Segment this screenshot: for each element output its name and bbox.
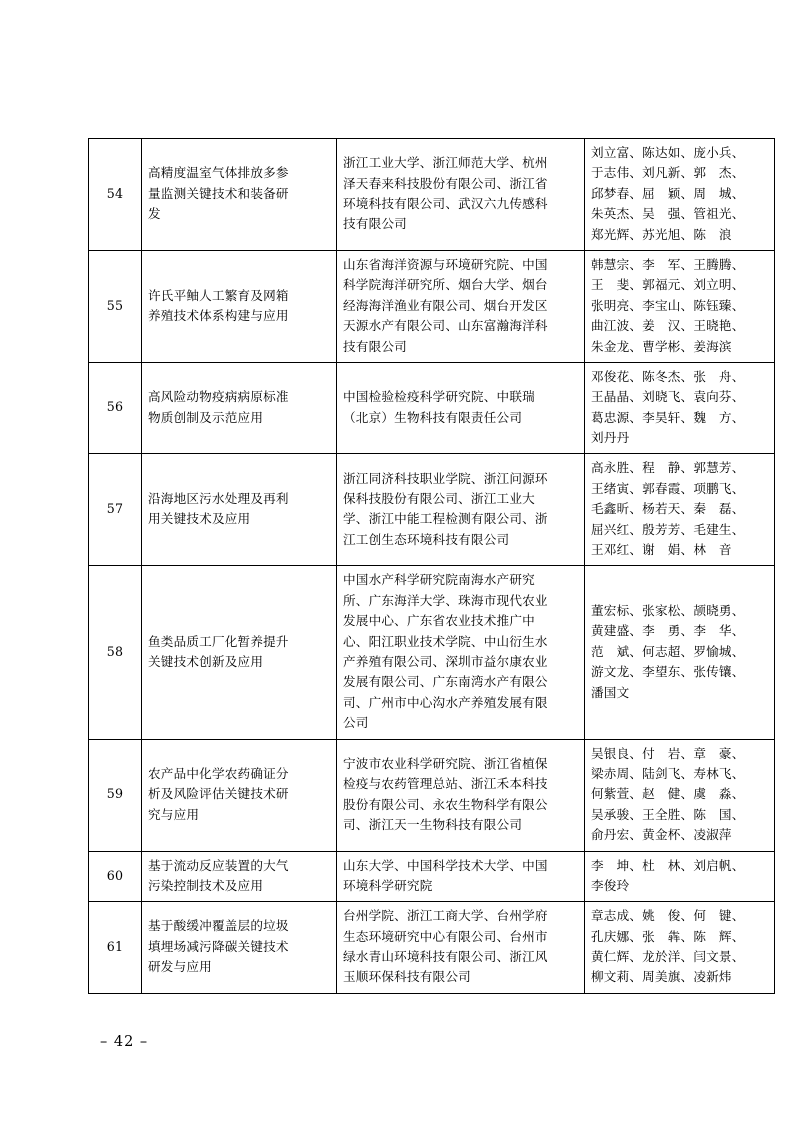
row-index-cell: 60 (89, 851, 142, 902)
organizations-cell-line: 学、浙江中能工程检测有限公司、浙 (343, 511, 548, 527)
organizations-cell-line: 产养殖有限公司、深圳市益尔康农业 (343, 653, 548, 669)
personnel-cell-line: 邓俊花、陈冬杰、张 舟、 (591, 368, 745, 384)
organizations-cell (337, 902, 585, 994)
project-name-cell-line: 鱼类品质工厂化暂养提升 (148, 633, 289, 649)
personnel-cell-line: 孔庆娜、张 犇、陈 辉、 (591, 928, 745, 944)
organizations-cell (337, 566, 585, 739)
personnel-cell-line: 柳文莉、周美旗、凌新炜 (591, 969, 732, 985)
project-name-cell (142, 362, 337, 454)
table-body (89, 139, 775, 994)
personnel-cell-line: 俞丹宏、黄金杯、凌淑萍 (591, 827, 732, 843)
project-name-cell-line: 关键技术创新及应用 (148, 653, 264, 669)
organizations-cell-line: 浙江工业大学、浙江师范大学、杭州 (343, 155, 548, 171)
organizations-cell-line: 中国水产科学研究院南海水产研究 (343, 572, 535, 588)
personnel-cell (585, 250, 775, 362)
row-index-cell: 56 (89, 362, 142, 454)
personnel-cell-line: 何紫萱、赵 健、虞 淼、 (591, 786, 745, 802)
project-name-cell-line: 沿海地区污水处理及再利 (148, 491, 289, 507)
personnel-cell (585, 739, 775, 851)
organizations-cell-line: 环境科技有限公司、武汉六九传感科 (343, 195, 548, 211)
project-name-cell-line: 发 (148, 206, 161, 222)
project-name-cell-line: 析及风险评估关键技术研 (148, 786, 289, 802)
row-index-cell: 61 (89, 902, 142, 994)
project-name-cell-line: 许氏平鲉人工繁育及网箱 (148, 287, 289, 303)
organizations-cell-line: 江工创生态环境科技有限公司 (343, 531, 510, 547)
row-index-cell: 57 (89, 454, 142, 566)
award-projects-table (88, 138, 775, 994)
organizations-cell-line: （北京）生物科技有限责任公司 (343, 409, 523, 425)
table-row (89, 454, 775, 566)
personnel-cell-line: 李俊玲 (591, 877, 630, 893)
personnel-cell (585, 566, 775, 739)
personnel-cell (585, 902, 775, 994)
organizations-cell-line: 发展中心、广东省农业技术推广中 (343, 613, 535, 629)
organizations-cell-line: 股份有限公司、永农生物科学有限公 (343, 796, 548, 812)
personnel-cell-line: 黄仁辉、龙於洋、闫文景、 (591, 949, 745, 965)
personnel-cell-line: 刘立富、陈达如、庞小兵、 (591, 145, 745, 160)
organizations-cell-line: 环境科学研究院 (343, 877, 433, 893)
organizations-cell (337, 139, 585, 251)
project-name-cell-line: 污染控制技术及应用 (148, 877, 264, 893)
table-row (89, 250, 775, 362)
table-row (89, 139, 775, 251)
personnel-cell-line: 屈兴红、殷芳芳、毛建生、 (591, 521, 745, 537)
personnel-cell-line: 曲江波、姜 汉、王晓艳、 (591, 318, 745, 334)
organizations-cell-line: 司、浙江天一生物科技有限公司 (343, 816, 523, 832)
row-index-cell: 59 (89, 739, 142, 851)
organizations-cell-line: 技有限公司 (343, 216, 407, 232)
personnel-cell-line: 邱梦春、屈 颖、周 城、 (591, 185, 745, 201)
row-index-cell: 54 (89, 139, 142, 251)
personnel-cell-line: 张明亮、李宝山、陈钰臻、 (591, 297, 745, 313)
project-name-cell-line: 养殖技术体系构建与应用 (148, 307, 289, 323)
personnel-cell-line: 朱英杰、吴 强、管祖光、 (591, 206, 745, 222)
organizations-cell-line: 宁波市农业科学研究院、浙江省植保 (343, 755, 548, 771)
organizations-cell (337, 739, 585, 851)
organizations-cell-line: 技有限公司 (343, 338, 407, 354)
personnel-cell-line: 吴承骏、王全胜、陈 国、 (591, 806, 745, 822)
project-name-cell-line: 物质创制及示范应用 (148, 409, 264, 425)
personnel-cell-line: 韩慧宗、李 军、王腾腾、 (591, 256, 745, 272)
footer-page-number: – 42 – (100, 1034, 149, 1050)
organizations-cell-line: 泽天春来科技股份有限公司、浙江省 (343, 175, 548, 191)
project-name-cell-line: 究与应用 (148, 806, 200, 822)
project-name-cell (142, 250, 337, 362)
personnel-cell (585, 454, 775, 566)
organizations-cell-line: 玉顺环保科技有限公司 (343, 969, 471, 985)
personnel-cell-line: 于志伟、刘凡新、郭 杰、 (591, 165, 745, 181)
project-name-cell (142, 851, 337, 902)
project-name-cell-line: 农产品中化学农药确证分 (148, 765, 289, 781)
table-row (89, 851, 775, 902)
organizations-cell (337, 851, 585, 902)
organizations-cell (337, 250, 585, 362)
project-name-cell-line: 填埋场减污降碳关键技术 (148, 938, 289, 954)
organizations-cell-line: 心、阳江职业技术学院、中山衍生水 (343, 633, 548, 649)
organizations-cell-line: 中国检验检疫科学研究院、中联瑞 (343, 389, 535, 405)
personnel-cell-line: 毛鑫昕、杨若天、秦 磊、 (591, 501, 745, 517)
organizations-cell (337, 362, 585, 454)
organizations-cell-line: 山东省海洋资源与环境研究院、中国 (343, 256, 548, 272)
table-row (89, 902, 775, 994)
organizations-cell-line: 生态环境研究中心有限公司、台州市 (343, 928, 548, 944)
organizations-cell-line: 公司 (343, 715, 369, 731)
personnel-cell-line: 章志成、姚 俊、何 键、 (591, 908, 745, 924)
personnel-cell (585, 139, 775, 251)
personnel-cell-line: 王 斐、郭福元、刘立明、 (591, 277, 745, 293)
personnel-cell-line: 黄建盛、李 勇、李 华、 (591, 623, 745, 639)
organizations-cell-line: 司、广州市中心沟水产养殖发展有限 (343, 694, 548, 710)
project-name-cell (142, 739, 337, 851)
organizations-cell-line: 绿水青山环境科技有限公司、浙江风 (343, 949, 548, 965)
personnel-cell-line: 王邓红、谢 娟、林 音 (591, 542, 732, 558)
personnel-cell-line: 李 坤、杜 林、刘启帆、 (591, 857, 745, 873)
project-name-cell-line: 高风险动物疫病病原标准 (148, 389, 289, 405)
project-name-cell (142, 566, 337, 739)
personnel-cell-line: 游文龙、李望东、张传镶、 (591, 664, 745, 680)
personnel-cell-line: 朱金龙、曹学彬、姜海滨 (591, 338, 732, 354)
project-name-cell-line: 研发与应用 (148, 959, 212, 975)
personnel-cell-line: 吴银良、付 岩、章 豪、 (591, 745, 745, 761)
personnel-cell-line: 郑光辉、苏光旭、陈 浪 (591, 226, 732, 242)
organizations-cell (337, 454, 585, 566)
project-name-cell (142, 902, 337, 994)
organizations-cell-line: 科学院海洋研究所、烟台大学、烟台 (343, 277, 548, 293)
organizations-cell-line: 浙江同济科技职业学院、浙江问源环 (343, 470, 548, 486)
project-name-cell-line: 基于酸缓冲覆盖层的垃圾 (148, 918, 289, 934)
project-name-cell (142, 139, 337, 251)
personnel-cell-line: 高永胜、程 静、郭慧芳、 (591, 460, 745, 476)
organizations-cell-line: 所、广东海洋大学、珠海市现代农业 (343, 592, 548, 608)
table-row (89, 362, 775, 454)
project-name-cell-line: 用关键技术及应用 (148, 511, 251, 527)
organizations-cell-line: 发展有限公司、广东南湾水产有限公 (343, 674, 548, 690)
organizations-cell-line: 台州学院、浙江工商大学、台州学府 (343, 908, 548, 924)
personnel-cell (585, 851, 775, 902)
personnel-cell-line: 王绪寅、郭春霞、项鹏飞、 (591, 480, 745, 496)
personnel-cell-line: 葛忠源、李昊轩、魏 方、 (591, 409, 745, 425)
personnel-cell-line: 范 斌、何志超、罗愉城、 (591, 643, 745, 659)
row-index-cell: 55 (89, 250, 142, 362)
organizations-cell-line: 检疫与农药管理总站、浙江禾本科技 (343, 776, 548, 792)
personnel-cell-line: 刘丹丹 (591, 430, 630, 446)
personnel-cell-line: 潘国文 (591, 684, 630, 700)
organizations-cell-line: 经海海洋渔业有限公司、烟台开发区 (343, 297, 548, 313)
table-row (89, 566, 775, 739)
project-name-cell-line: 量监测关键技术和装备研 (148, 185, 289, 201)
organizations-cell-line: 保科技股份有限公司、浙江工业大 (343, 491, 535, 507)
project-name-cell (142, 454, 337, 566)
project-name-cell-line: 基于流动反应装置的大气 (148, 857, 289, 873)
organizations-cell-line: 天源水产有限公司、山东富瀚海洋科 (343, 318, 548, 334)
personnel-cell-line: 梁赤周、陆剑飞、寿林飞、 (591, 765, 745, 781)
personnel-cell (585, 362, 775, 454)
personnel-cell-line: 董宏标、张家松、颉晓勇、 (591, 603, 745, 618)
project-name-cell-line: 高精度温室气体排放多参 (148, 165, 289, 181)
row-index-cell: 58 (89, 566, 142, 739)
table-row (89, 739, 775, 851)
organizations-cell-line: 山东大学、中国科学技术大学、中国 (343, 857, 548, 873)
personnel-cell-line: 王晶晶、刘晓飞、袁向芬、 (591, 389, 745, 405)
